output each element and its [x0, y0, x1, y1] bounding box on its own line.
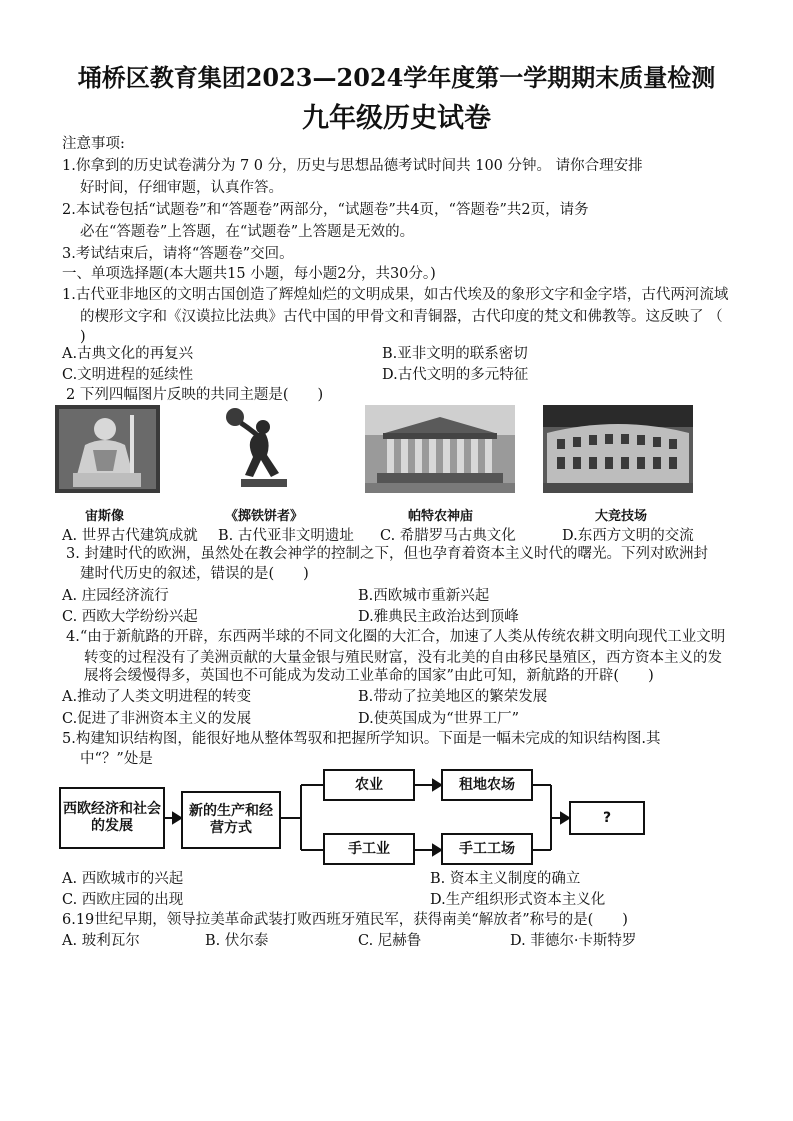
q2-option-c: C. 希腊罗马古典文化	[380, 528, 516, 544]
box-agriculture: 农业	[323, 769, 415, 801]
caption-parthenon: 帕特农神庙	[408, 509, 474, 524]
q4-option-a: A.推动了人类文明进程的转变	[62, 689, 252, 705]
q5-option-d: D.生产组织形式资本主义化	[430, 892, 606, 908]
q1-stem-line-2: 的楔形文字和《汉谟拉比法典》古代中国的甲骨文和青铜器，古代印度的梵文和佛教等。这反映了 （	[80, 309, 723, 325]
q5-option-a: A. 西欧城市的兴起	[62, 871, 184, 887]
q5-stem-line-2: 中“？”处是	[80, 751, 153, 767]
q1-option-c: C.文明进程的延续性	[62, 367, 194, 383]
q3-stem-line-1: 3. 封建时代的欧洲，虽然处在教会神学的控制之下，但也孕育着资本主义时代的曙光。下列对欧洲封	[66, 546, 708, 562]
note-3: 3.考试结束后，请将“答题卷”交回。	[62, 246, 294, 262]
q3-option-a: A. 庄园经济流行	[62, 588, 169, 604]
q2-option-d: D.东西方文明的交流	[562, 528, 694, 544]
q4-option-b: B.带动了拉美地区的繁荣发展	[358, 689, 548, 705]
colosseum-image	[543, 405, 693, 493]
box-tenant-farm: 租地农场	[441, 769, 533, 801]
q1-stem-line-1: 1.古代亚非地区的文明古国创造了辉煌灿烂的文明成果，如古代埃及的象形文字和金字塔，古代两河流域	[62, 287, 729, 303]
q6-option-c: C. 尼赫鲁	[358, 933, 422, 949]
exam-subtitle: 九年级历史试卷	[302, 103, 491, 134]
zeus-statue-image	[55, 405, 160, 493]
q1-option-b: B.亚非文明的联系密切	[382, 346, 528, 362]
q5-option-b: B. 资本主义制度的确立	[430, 871, 581, 887]
q2-option-a: A. 世界古代建筑成就	[62, 528, 198, 544]
q1-option-d: D.古代文明的多元特征	[382, 367, 529, 383]
exam-title: 埇桥区教育集团2023—2024学年度第一学期期末质量检测	[77, 63, 716, 92]
q1-option-a: A.古典文化的再复兴	[62, 346, 194, 362]
box-new-production-mode: 新的生产和经营方式	[181, 791, 281, 849]
caption-zeus: 宙斯像	[85, 509, 125, 524]
q5-option-c: C. 西欧庄园的出现	[62, 892, 184, 908]
section-heading: 一、单项选择题(本大题共15 小题，每小题2分，共30分。)	[62, 266, 436, 282]
q4-stem-line-2: 转变的过程没有了美洲贡献的大量金银与殖民财富，没有北美的自由移民垦殖区，西方资本主义的发	[84, 650, 722, 666]
q2-stem: 2 下列四幅图片反映的共同主题是( )	[66, 387, 324, 403]
q5-stem-line-1: 5.构建知识结构图，能很好地从整体驾驭和把握所学知识。下面是一幅未完成的知识结构图.其	[62, 731, 661, 747]
notes-heading: 注意事项:	[62, 136, 125, 152]
parthenon-image	[365, 405, 515, 493]
note-1-line-2: 好时间，仔细审题，认真作答。	[80, 180, 283, 196]
note-2-line-1: 2.本试卷包括“试题卷”和“答题卷”两部分，“试题卷”共4页，“答题卷”共2页，请务	[62, 202, 589, 218]
q3-stem-line-2: 建时代历史的叙述，错误的是( )	[80, 566, 309, 582]
box-west-europe-economy: 西欧经济和社会的发展	[59, 787, 165, 849]
discobolus-image	[205, 405, 305, 493]
q6-option-d: D. 菲德尔·卡斯特罗	[510, 933, 637, 949]
q3-option-c: C. 西欧大学纷纷兴起	[62, 609, 198, 625]
box-workshop: 手工工场	[441, 833, 533, 865]
box-unknown: ?	[569, 801, 645, 835]
box-handicraft: 手工业	[323, 833, 415, 865]
q4-stem-line-1: 4.“由于新航路的开辟，东西两半球的不同文化圈的大汇合，加速了人类从传统农耕文明向现代工业文明	[66, 629, 726, 645]
knowledge-structure-diagram	[55, 765, 755, 865]
caption-colosseum: 大竞技场	[595, 509, 648, 524]
note-1-line-1: 1.你拿到的历史试卷满分为 7 0 分，历史与思想品德考试时间共 100 分钟。 请你合理安排	[62, 158, 643, 174]
q4-stem-line-3: 展将会缓慢得多，英国也不可能成为发动工业革命的国家”由此可知，新航路的开辟( )	[84, 668, 654, 684]
q4-option-d: D.使英国成为“世界工厂”	[358, 711, 520, 727]
q3-option-b: B.西欧城市重新兴起	[358, 588, 490, 604]
q4-option-c: C.促进了非洲资本主义的发展	[62, 711, 252, 727]
discobolus-drawing	[205, 405, 305, 493]
q2-option-b: B. 古代亚非文明遗址	[218, 528, 354, 544]
q3-option-d: D.雅典民主政治达到顶峰	[358, 609, 519, 625]
q6-option-b: B. 伏尔泰	[205, 933, 269, 949]
note-2-line-2: 必在“答题卷”上答题，在“试题卷”上答题是无效的。	[80, 224, 415, 240]
q1-stem-line-3: )	[80, 329, 86, 345]
zeus-statue-drawing	[55, 405, 160, 493]
parthenon-drawing	[365, 405, 515, 493]
caption-discobolus: 《掷铁饼者》	[225, 509, 304, 524]
q6-stem: 6.19世纪早期，领导拉美革命武装打败西班牙殖民军，获得南美“解放者”称号的是( )	[62, 912, 628, 928]
colosseum-drawing	[543, 405, 693, 493]
q6-option-a: A. 玻利瓦尔	[62, 933, 140, 949]
